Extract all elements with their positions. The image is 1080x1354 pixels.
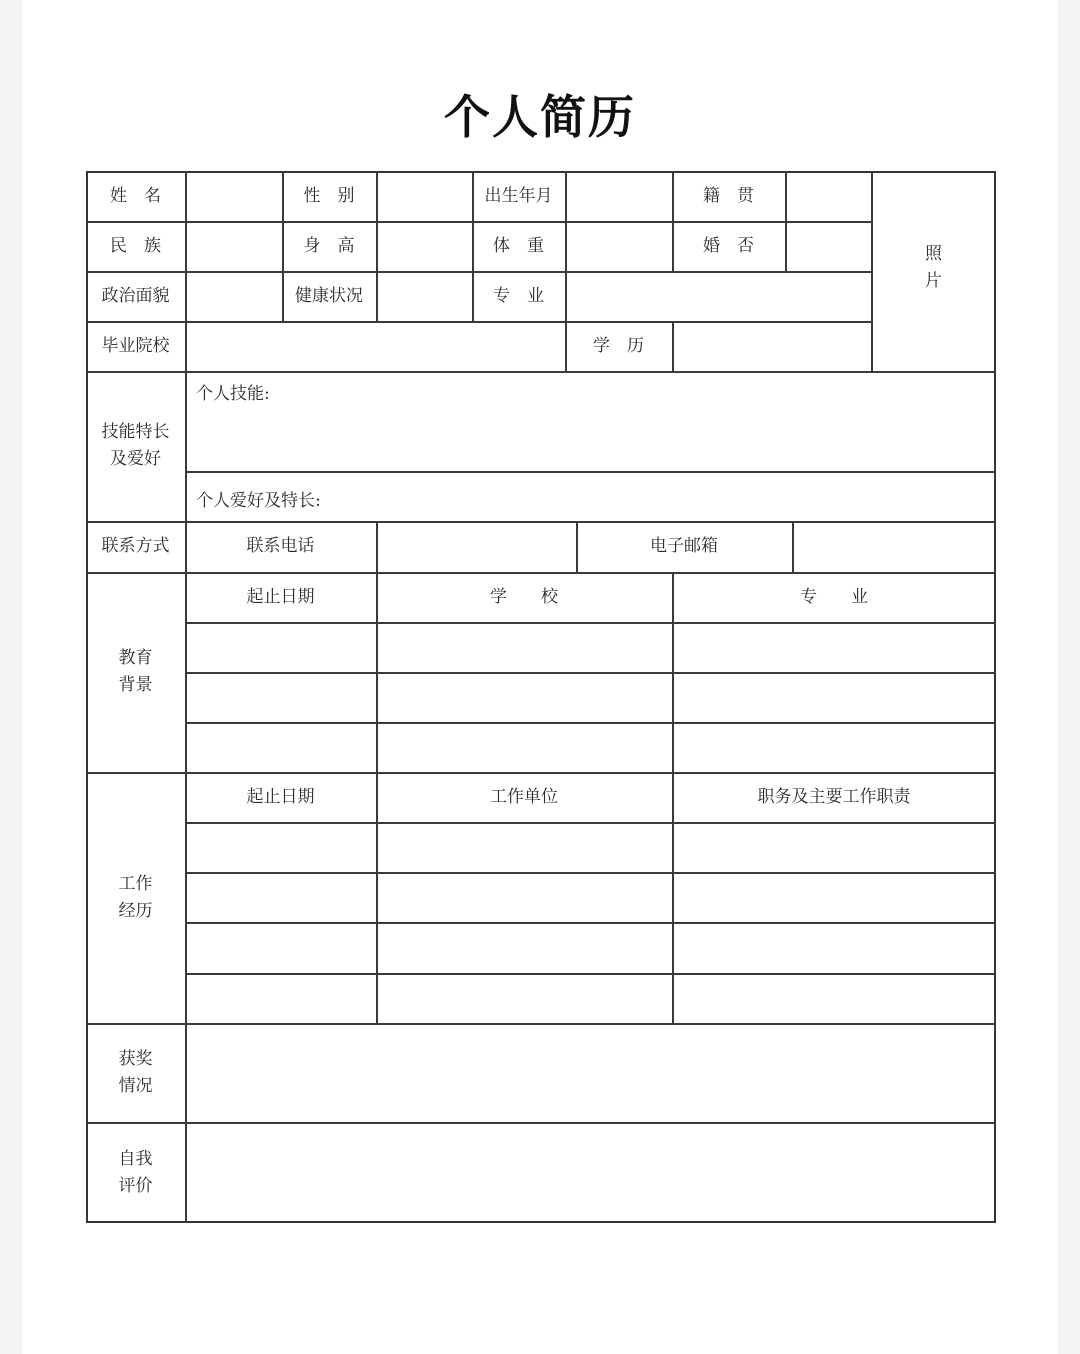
page-title: 个人简历: [444, 90, 636, 144]
education-header-major: 专 业: [800, 586, 868, 607]
political-field[interactable]: [186, 272, 282, 321]
grid-line: [185, 822, 996, 824]
email-field[interactable]: [793, 522, 995, 572]
grid-line: [185, 872, 996, 874]
birth-label: 出生年月: [484, 185, 553, 206]
skills-label: 个人技能:: [196, 383, 270, 404]
education-header-date: 起止日期: [246, 586, 315, 607]
weight-label: 体 重: [493, 235, 544, 256]
major-label: 专 业: [493, 285, 544, 306]
work-section-label: 工作 经历: [118, 873, 153, 921]
native-place-field[interactable]: [786, 172, 871, 221]
email-label: 电子邮箱: [650, 536, 718, 556]
skills-field[interactable]: [186, 412, 995, 471]
photo-area[interactable]: [872, 172, 995, 371]
major-field[interactable]: [566, 272, 871, 321]
grid-line: [185, 471, 996, 473]
school-field[interactable]: [186, 322, 565, 371]
height-field[interactable]: [377, 222, 472, 271]
weight-field[interactable]: [566, 222, 672, 271]
self-eval-field[interactable]: [186, 1123, 995, 1222]
phone-field[interactable]: [377, 522, 576, 572]
health-label: 健康状况: [295, 285, 363, 306]
contact-section-label: 联系方式: [101, 536, 170, 556]
ethnicity-field[interactable]: [186, 222, 282, 271]
awards-field[interactable]: [186, 1024, 995, 1122]
gender-field[interactable]: [377, 172, 472, 221]
name-label: 姓 名: [110, 185, 161, 206]
phone-label: 联系电话: [246, 536, 315, 556]
political-label: 政治面貌: [101, 285, 170, 306]
health-field[interactable]: [377, 272, 472, 321]
grid-line: [86, 371, 996, 373]
marital-field[interactable]: [786, 222, 871, 271]
ethnicity-label: 民 族: [110, 235, 161, 256]
work-header-employer: 工作单位: [490, 786, 558, 807]
work-header-duties: 职务及主要工作职责: [757, 786, 911, 807]
education-header-school: 学 校: [490, 586, 558, 607]
photo-label: 照 片: [925, 244, 942, 291]
grid-line: [185, 672, 996, 674]
marital-label: 婚 否: [703, 235, 754, 256]
school-label: 毕业院校: [101, 335, 170, 356]
grid-line: [185, 722, 996, 724]
height-label: 身 高: [303, 235, 355, 256]
awards-section-label: 获奖 情况: [118, 1048, 153, 1096]
degree-field[interactable]: [673, 322, 871, 371]
work-header-date: 起止日期: [246, 786, 315, 807]
skills-section-label: 技能特长 及爱好: [101, 422, 170, 469]
education-section-label: 教育 背景: [118, 648, 153, 695]
birth-field[interactable]: [566, 172, 672, 221]
hobbies-label: 个人爱好及特长:: [196, 490, 321, 511]
degree-label: 学 历: [593, 335, 644, 356]
grid-line: [185, 922, 996, 924]
grid-line: [185, 973, 996, 975]
native-place-label: 籍 贯: [703, 185, 754, 206]
gender-label: 性 别: [303, 185, 355, 206]
self-eval-section-label: 自我 评价: [118, 1148, 153, 1196]
name-field[interactable]: [186, 172, 282, 221]
grid-line: [185, 622, 996, 624]
